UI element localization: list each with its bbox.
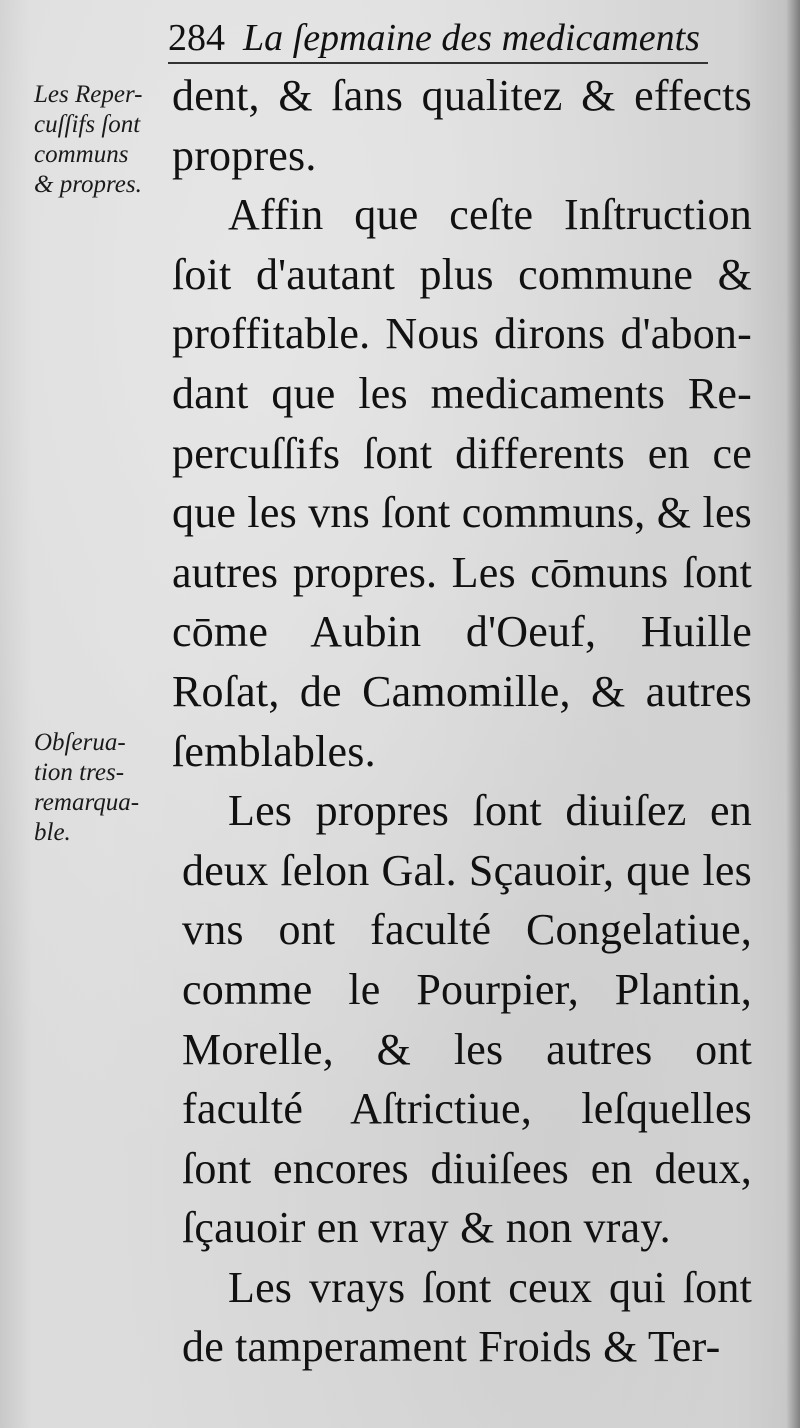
margin-note-repercussifs [34,80,174,200]
text-line: percuſſifs ſont differents en ce [172,428,752,478]
main-text-block [172,66,752,1377]
text-line: proffitable. Nous dirons d'abon- [172,309,752,359]
margin-note-line: remarqua- [34,789,140,816]
page-edge-shadow [786,0,800,1428]
text-line: deux ſelon Gal. Sçauoir, que les [182,845,752,895]
margin-note-observation [34,728,174,848]
text-line: Affin que ceſte Inſtruction [228,190,752,240]
text-line: dent, & ſans qualitez & effects [172,71,752,120]
text-line: Les vrays ſont ceux qui ſont [228,1262,752,1312]
text-line: ſont encores diuiſees en deux, [182,1143,752,1193]
text-line: ſoit d'autant plus commune & [172,249,752,299]
text-line: Roſat, de Camomille, & autres [172,666,752,716]
text-line: ſemblables. [172,726,376,776]
margin-note-line: tion tres- [34,759,125,786]
margin-note-line: ble. [34,819,71,846]
text-line: dant que les medicaments Re- [172,368,752,418]
text-line: que les vns ſont communs, & les [172,488,752,538]
text-line: Morelle, & les autres ont [182,1024,752,1074]
text-line: propres. [172,130,317,180]
text-line: ſçauoir en vray & non vray. [182,1203,671,1253]
margin-note-line: Les Reper- [34,81,143,108]
text-line: faculté Aſtrictiue, leſquelles [182,1084,752,1134]
running-title: La ſepmaine des medicaments [243,17,700,59]
margin-note-line: cuſſifs ſont [34,111,141,138]
text-line: autres propres. Les cōmuns ſont [172,547,752,597]
text-line: comme le Pourpier, Plantin, [182,964,752,1014]
page-number: 284 [168,17,225,59]
text-line: de tamperament Froids & Ter- [182,1322,721,1372]
margin-note-line: communs [34,141,129,168]
margin-note-line: Obſerua- [34,729,126,756]
text-line: cōme Aubin d'Oeuf, Huille [172,607,752,657]
text-line: vns ont faculté Congelatiue, [182,905,752,955]
text-line: Les propres ſont diuiſez en [228,786,752,836]
margin-note-line: & propres. [34,171,142,198]
running-header [168,14,708,64]
